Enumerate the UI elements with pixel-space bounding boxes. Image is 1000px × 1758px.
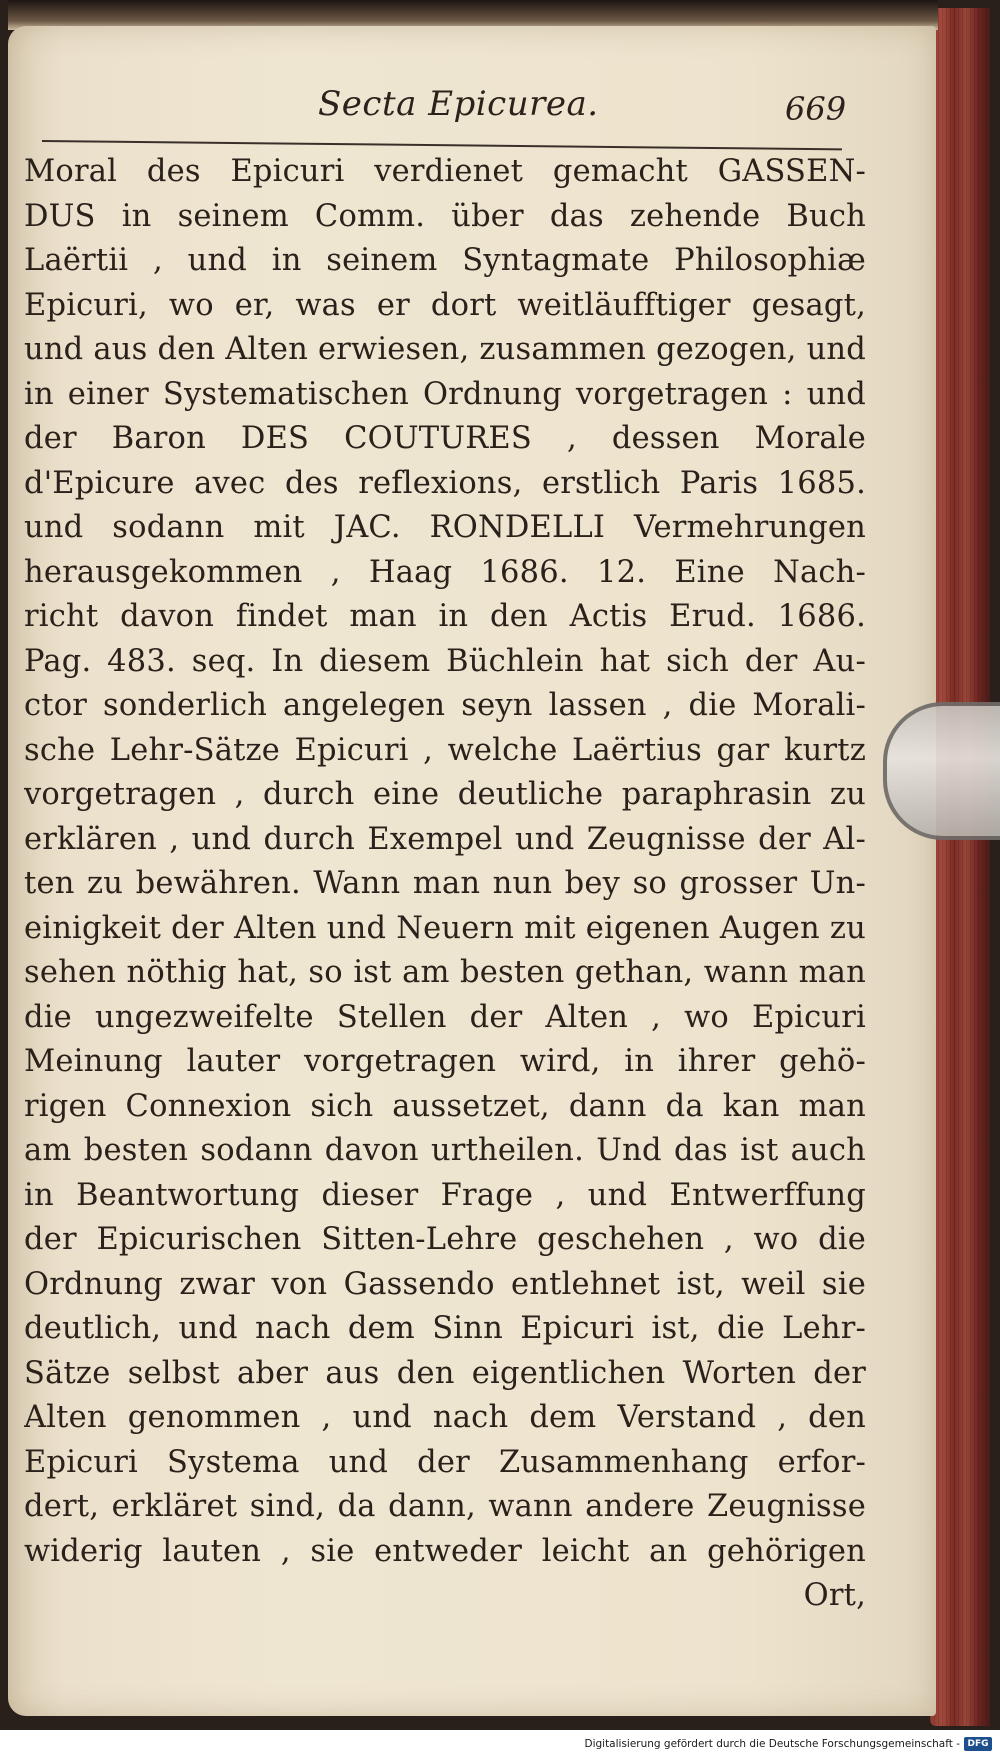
text-line: Moral des Epicuri verdienet gemacht GASSEN- bbox=[24, 154, 866, 189]
text-line: Meinung lauter vorgetragen wird, in ihrer gehö- bbox=[24, 1044, 866, 1079]
footer-credit: Digitalisierung gefördert durch die Deutsche Forschungsgemeinschaft - bbox=[584, 1738, 960, 1750]
text-line: Sätze selbst aber aus den eigentlichen Worten der bbox=[24, 1355, 866, 1391]
text-line: in einer Systematischen Ordnung vorgetragen : und bbox=[24, 376, 866, 412]
text-line: Laërtii , und in seinem Syntagmate Philosophiæ bbox=[24, 243, 866, 278]
text-line: und aus den Alten erwiesen, zusammen gezogen, und bbox=[24, 332, 866, 367]
text-line: dert, erkläret sind, da dann, wann andere Zeugnisse bbox=[24, 1489, 866, 1524]
text-line: deutlich, und nach dem Sinn Epicuri ist, die Lehr- bbox=[24, 1311, 866, 1346]
text-line: die ungezweifelte Stellen der Alten , wo Epicuri bbox=[24, 999, 866, 1035]
text-line: Alten genommen , und nach dem Verstand , den bbox=[24, 1400, 866, 1435]
text-line: DUS in seinem Comm. über das zehende Buch bbox=[24, 198, 866, 234]
text-line: in Beantwortung dieser Frage , und Entwerffung bbox=[24, 1177, 866, 1213]
page-clip bbox=[883, 702, 1000, 840]
catchword: Ort, bbox=[803, 1578, 866, 1613]
text-line: einigkeit der Alten und Neuern mit eigenen Augen zu bbox=[24, 910, 866, 946]
text-line: d'Epicure avec des reflexions, erstlich Paris 1685. bbox=[24, 465, 866, 501]
page-number: 669 bbox=[785, 90, 847, 128]
text-line: widerig lauten , sie entweder leicht an gehörigen bbox=[24, 1533, 866, 1569]
text-line: ctor sonderlich angelegen seyn lassen , die Morali- bbox=[24, 688, 866, 723]
text-line: ten zu bewähren. Wann man nun bey so grosser Un- bbox=[24, 866, 866, 901]
body-text bbox=[24, 150, 866, 1619]
page-header bbox=[40, 80, 870, 140]
running-title: Secta Epicurea. bbox=[318, 84, 599, 124]
text-line: vorgetragen , durch eine deutliche paraphrasin zu bbox=[24, 777, 866, 812]
text-line: herausgekommen , Haag 1686. 12. Eine Nach- bbox=[24, 554, 866, 590]
text-line: der Baron DES COUTURES , dessen Morale bbox=[24, 421, 866, 456]
text-line: richt davon findet man in den Actis Erud. 1686. bbox=[24, 599, 866, 634]
text-line: am besten sodann davon urtheilen. Und das ist auch bbox=[24, 1133, 866, 1168]
page-edge bbox=[930, 8, 990, 1726]
text-line: Pag. 483. seq. In diesem Büchlein hat sich der Au- bbox=[24, 643, 866, 679]
text-line: Epicuri, wo er, was er dort weitläufftiger gesagt, bbox=[24, 287, 866, 323]
text-line: sche Lehr-Sätze Epicuri , welche Laërtius gar kurtz bbox=[24, 732, 866, 768]
text-line: und sodann mit JAC. RONDELLI Vermehrungen bbox=[24, 510, 866, 545]
text-line: der Epicurischen Sitten-Lehre geschehen , wo die bbox=[24, 1222, 866, 1257]
text-line: Epicuri Systema und der Zusammenhang erfor- bbox=[24, 1444, 866, 1480]
text-line: rigen Connexion sich aussetzet, dann da kan man bbox=[24, 1088, 866, 1124]
text-line: Ordnung zwar von Gassendo entlehnet ist, weil sie bbox=[24, 1266, 866, 1302]
text-line: sehen nöthig hat, so ist am besten gethan, wann man bbox=[24, 955, 866, 990]
text-line: erklären , und durch Exempel und Zeugnisse der Al- bbox=[24, 821, 866, 857]
dfg-logo: DFG bbox=[964, 1737, 992, 1751]
